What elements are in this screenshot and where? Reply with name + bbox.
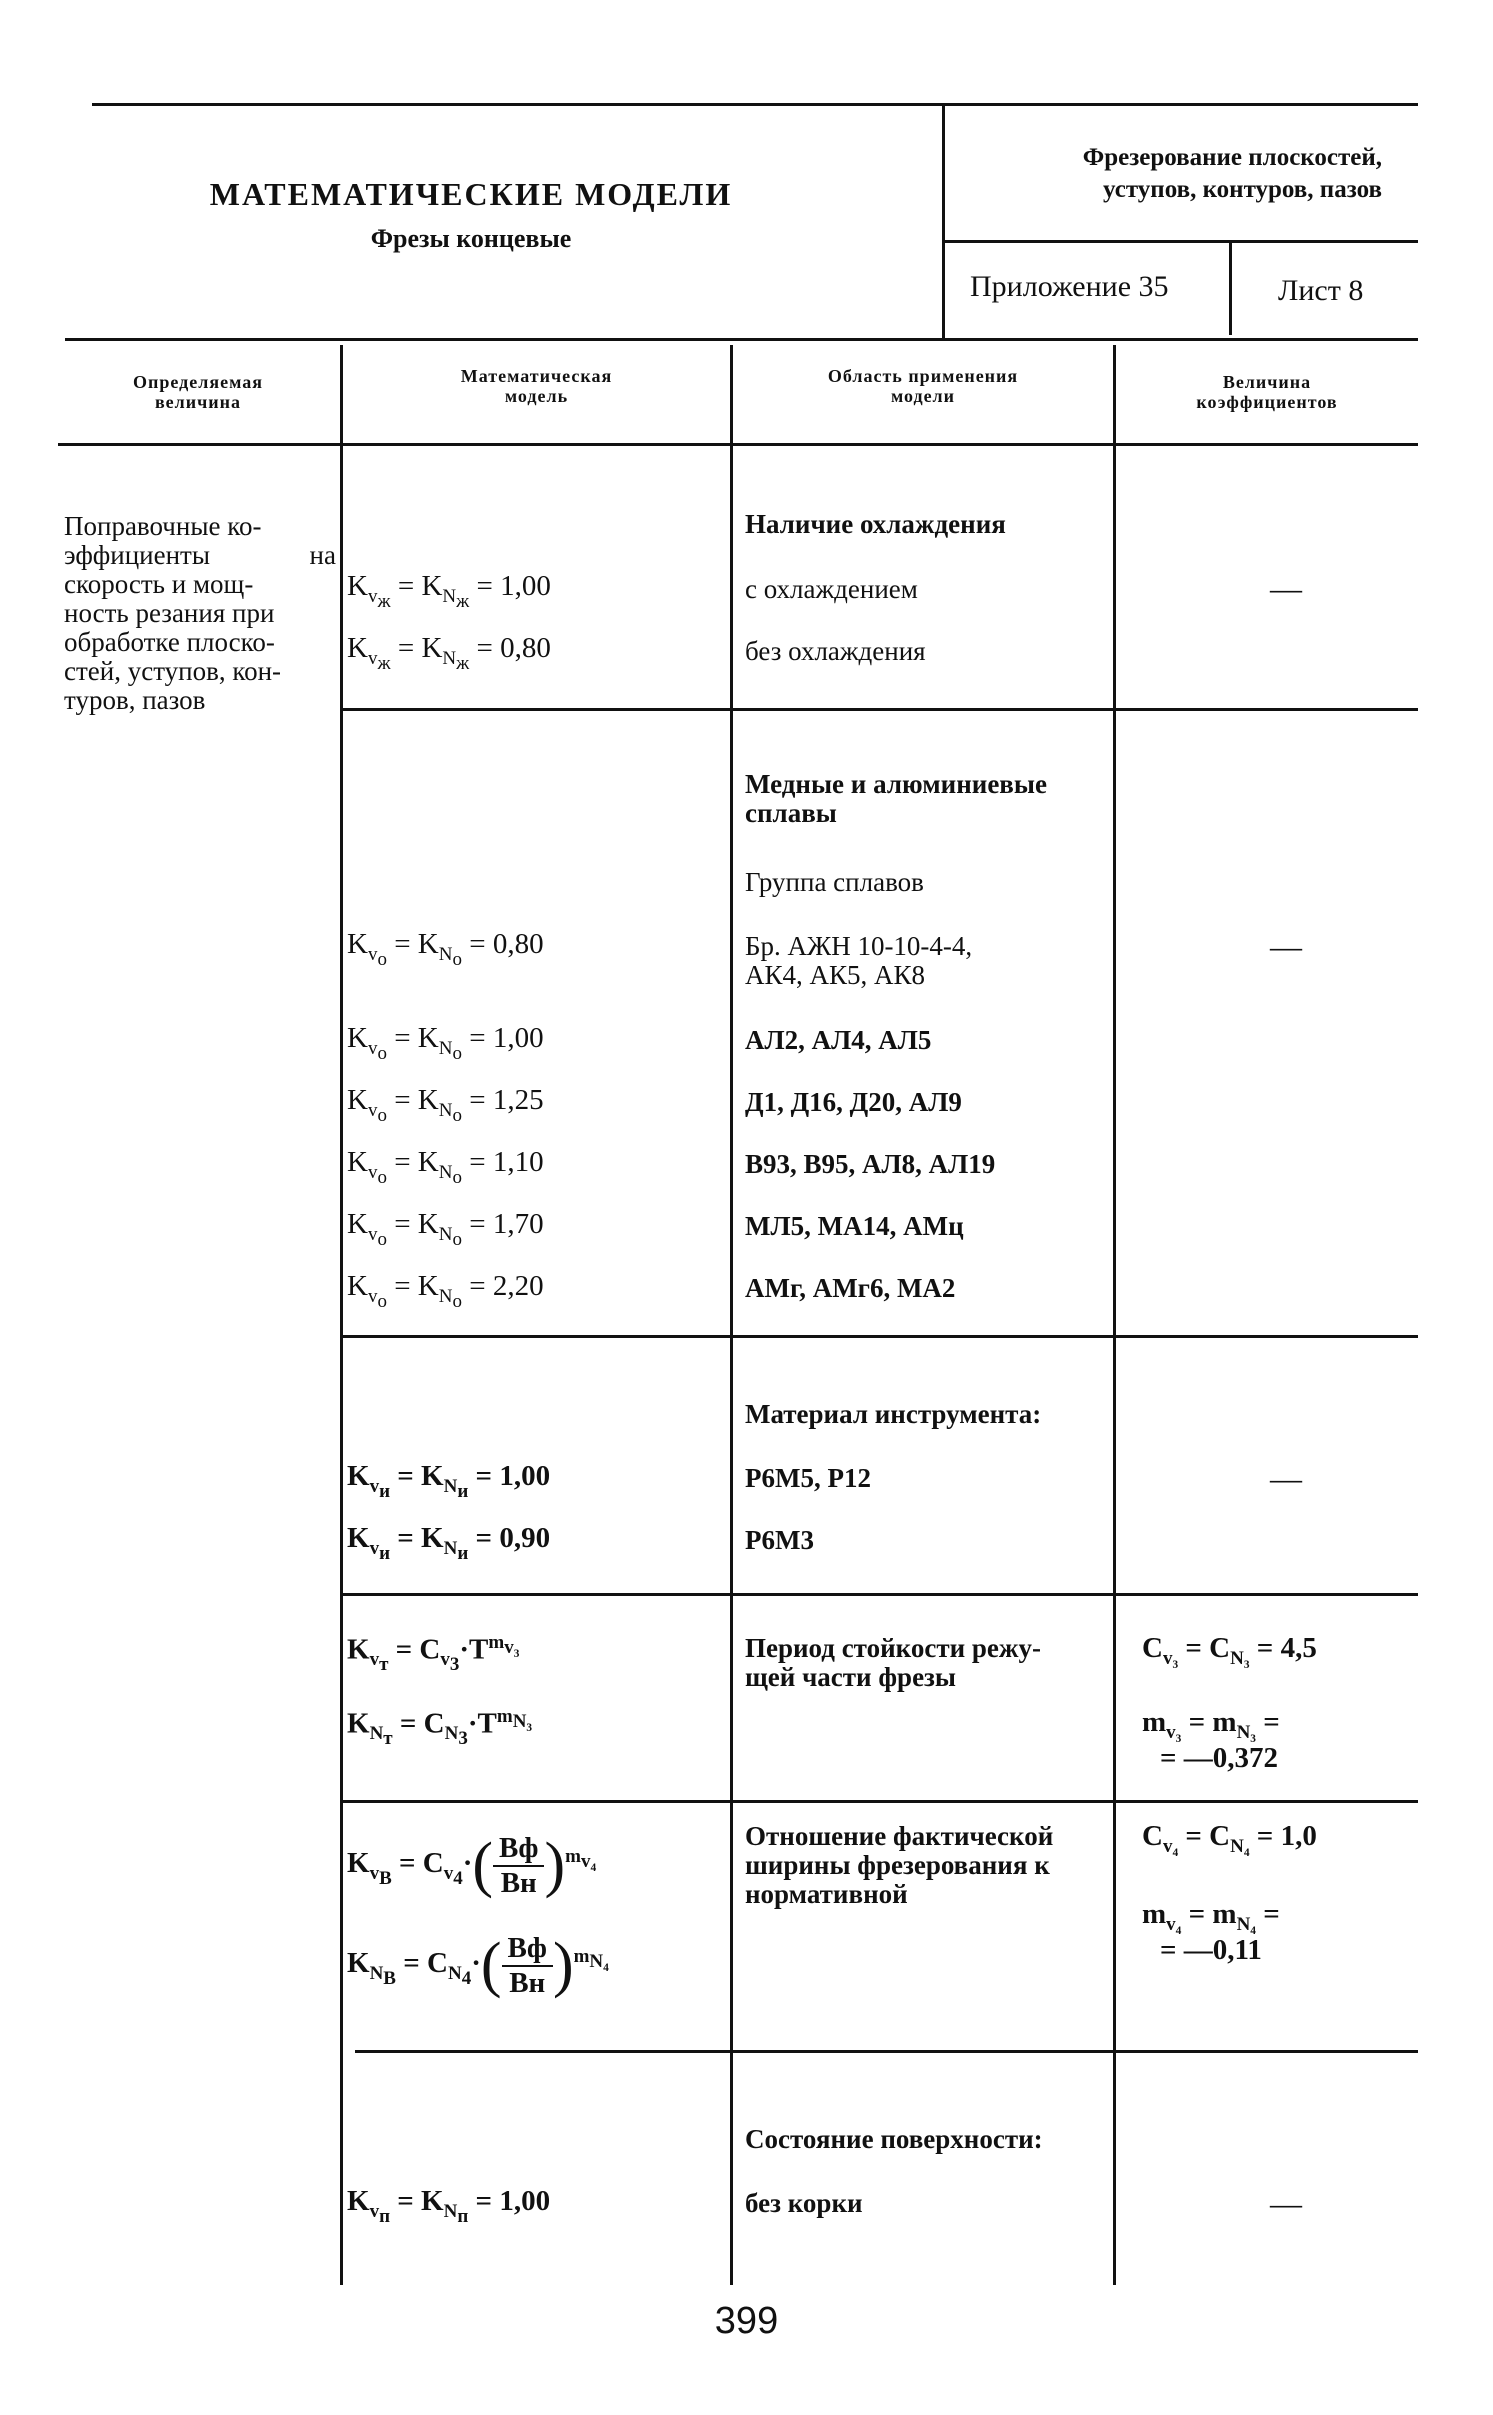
formula-sub: ж — [377, 652, 391, 674]
cooling-value-2: 0,80 — [500, 632, 551, 664]
formula-sub: ж — [456, 652, 470, 674]
cooling-formula-2: $K_{v_ж} = K_{N_ж} = 0,80$ — [347, 632, 551, 674]
alloy-area-4: В93, В95, АЛ8, АЛ19 — [745, 1149, 996, 1179]
life-coef-m: $m_{v_3} = m_{N_3}$ = — [1142, 1706, 1280, 1743]
life-coef-c: $C_{v_3} = C_{N_3} = 4,5$ — [1142, 1632, 1317, 1669]
tool-value-2: 0,90 — [499, 1522, 551, 1554]
formula-sub: о — [377, 1228, 387, 1250]
width-area-line: Отношение фактической — [745, 1821, 1054, 1851]
width-formula-2: $K_{N_B} = C_{N_4}\cdot$( $\frac{Bф}{Bн}$ )$^{m_{N_4}}$ — [347, 1931, 609, 1999]
column-header-coef — [1116, 372, 1418, 412]
surface-formula: $K_{v_п} = K_{N_п} = 1,00$ — [347, 2185, 551, 2227]
header-bottom-rule — [65, 338, 1418, 341]
alloy-value: 1,25 — [492, 1084, 544, 1116]
life-area — [745, 1634, 1041, 1692]
column-header-area — [733, 366, 1113, 406]
quantity-line: Поправочные ко- — [64, 511, 262, 541]
column-header-quantity-l1: Определяемая — [133, 372, 263, 392]
cooling-value-1: 1,00 — [500, 570, 551, 602]
frac-num: Bф — [493, 1832, 544, 1867]
width-coef-m: $m_{v_4} = m_{N_4}$ = — [1142, 1898, 1280, 1935]
quantity-line: скорость и мощ- — [64, 569, 254, 599]
alloys-group-label: Группа сплавов — [745, 867, 924, 897]
top-rule — [92, 103, 1418, 106]
formula-exp: m — [496, 1706, 513, 1727]
formula-exp-sub: v₃ — [504, 1636, 520, 1658]
alloy-formula-4: $K_{v_о} = K_{N_о} = 1,10$ — [347, 1146, 544, 1188]
cooling-coef: — — [1270, 570, 1302, 606]
formula-sub: о — [452, 948, 462, 970]
section-title-line2: уступов, контуров, пазов — [1103, 176, 1382, 203]
width-coef-c: $C_{v_4} = C_{N_4} = 1,0$ — [1142, 1820, 1317, 1857]
col-divider-1 — [340, 345, 343, 1745]
surface-heading: Состояние поверхности: — [745, 2124, 1043, 2154]
life-formula-1: $K_{v_т} = C_{v_3}\cdot T^{m_{v_3}}$ — [347, 1632, 520, 1676]
quantity-line: эффициенты на — [64, 540, 336, 570]
column-header-rule — [58, 443, 1418, 446]
alloy-area-3: Д1, Д16, Д20, АЛ9 — [745, 1087, 962, 1117]
paren-open: ( — [472, 1831, 494, 1899]
alloy-area-1 — [745, 932, 972, 990]
alloy-formula-3: $K_{v_о} = K_{N_о} = 1,25$ — [347, 1084, 544, 1126]
formula-sub: 4 — [453, 1867, 463, 1889]
formula-sub: п — [457, 2205, 469, 2227]
header-divider-right — [942, 240, 1418, 243]
frac-den: Bн — [509, 1966, 546, 1999]
formula-sub: v₃ — [1162, 1647, 1179, 1669]
frac-num: Bф — [502, 1932, 553, 1967]
column-header-area-l1: Область применения — [827, 366, 1019, 386]
formula-sub: N₄ — [1236, 1913, 1256, 1935]
life-area-line: щей части фрезы — [745, 1662, 956, 1692]
column-header-quantity — [58, 372, 338, 412]
frac-den: Bн — [500, 1866, 537, 1899]
col-divider-2 — [730, 345, 733, 1745]
alloy-area-line: Бр. АЖН 10-10-4-4, — [745, 931, 973, 961]
surface-value: 1,00 — [499, 2185, 551, 2217]
formula-sub: п — [379, 2205, 391, 2227]
alloy-value: 2,20 — [492, 1270, 544, 1302]
alloys-heading — [745, 770, 1047, 828]
appendix-label: Приложение 35 — [970, 270, 1169, 303]
formula-sub: и — [457, 1542, 469, 1564]
cooling-area-1: с охлаждением — [745, 574, 918, 604]
tool-area-1: Р6М5, Р12 — [745, 1463, 871, 1493]
page-subtitle: Фрезы концевые — [370, 224, 572, 253]
column-header-model-l2: модель — [504, 386, 569, 406]
surface-coef: — — [1270, 2185, 1302, 2221]
alloy-formula-5: $K_{v_о} = K_{N_о} = 1,70$ — [347, 1208, 544, 1250]
tool-formula-2: $K_{v_и} = K_{N_и} = 0,90$ — [347, 1522, 551, 1564]
width-fraction — [502, 1932, 553, 2000]
width-coef-m-number: —0,11 — [1183, 1934, 1262, 1966]
cooling-area-2: без охлаждения — [745, 636, 926, 666]
quantity-description — [64, 512, 336, 715]
formula-exp-sub: v₄ — [580, 1850, 597, 1872]
cooling-heading: Наличие охлаждения — [745, 509, 1006, 539]
alloys-coef: — — [1270, 928, 1302, 964]
width-area-line: ширины фрезерования к — [745, 1850, 1050, 1880]
alloy-area-5: МЛ5, МА14, АМц — [745, 1211, 964, 1241]
section-rule-1 — [343, 708, 1418, 711]
col-divider-3 — [1113, 345, 1116, 1745]
page-title: МАТЕМАТИЧЕСКИЕ МОДЕЛИ — [209, 176, 733, 212]
column-header-quantity-l2: величина — [154, 392, 242, 412]
formula-sub: ж — [456, 590, 470, 612]
formula-sub: о — [452, 1042, 462, 1064]
formula-exp-sub: N₃ — [512, 1710, 533, 1732]
formula-sub: 3 — [458, 1728, 468, 1750]
quantity-line: обработке плоско- — [64, 627, 275, 657]
tool-value-1: 1,00 — [499, 1460, 551, 1492]
formula-sub: о — [452, 1228, 462, 1250]
formula-sub: v₄ — [1166, 1913, 1182, 1935]
life-coef-m-number: —0,372 — [1183, 1742, 1279, 1774]
section-rule-2 — [343, 1335, 1418, 1338]
formula-sub: о — [452, 1104, 462, 1126]
section-rule-5 — [355, 2050, 1418, 2053]
tool-formula-1: $K_{v_и} = K_{N_и} = 1,00$ — [347, 1460, 551, 1502]
formula-exp-sub: N₄ — [589, 1950, 609, 1972]
tool-coef: — — [1270, 1460, 1302, 1496]
life-coef-c-value: 4,5 — [1280, 1632, 1317, 1664]
alloy-formula-1: $K_{v_о} = K_{N_о} = 0,80$ — [347, 928, 544, 970]
formula-sub: B — [379, 1867, 392, 1889]
alloys-heading-l2: сплавы — [745, 798, 837, 828]
alloy-value: 1,70 — [492, 1208, 544, 1240]
formula-sub: ж — [377, 590, 391, 612]
surface-area: без корки — [745, 2188, 863, 2218]
alloy-area-2: АЛ2, АЛ4, АЛ5 — [745, 1025, 932, 1055]
alloy-formula-6: $K_{v_о} = K_{N_о} = 2,20$ — [347, 1270, 544, 1312]
col-divider-2-lower — [730, 1745, 733, 2285]
section-title-line1: Фрезерование плоскостей, — [1082, 144, 1382, 171]
formula-sub: N₃ — [1236, 1721, 1256, 1743]
formula-sub: о — [452, 1166, 462, 1188]
paren-open: ( — [480, 1931, 502, 1999]
formula-sub: о — [377, 1290, 387, 1312]
header-divider-vertical — [942, 103, 945, 341]
column-header-coef-l2: коэффициентов — [1196, 392, 1338, 412]
formula-sub: v₃ — [1166, 1721, 1182, 1743]
alloys-heading-l1: Медные и алюминиевые — [745, 769, 1047, 799]
formula-sub: о — [452, 1290, 462, 1312]
column-header-model — [343, 366, 730, 406]
formula-sub: B — [383, 1967, 396, 1989]
paren-close: ) — [544, 1831, 566, 1899]
column-header-model-l1: Математическая — [460, 366, 613, 386]
quantity-line: ность резания при — [64, 598, 275, 628]
formula-exp: m — [488, 1632, 505, 1653]
quantity-line: стей, уступов, кон- — [64, 656, 282, 686]
formula-sub: т — [383, 1728, 393, 1750]
col-divider-1-lower — [340, 1745, 343, 2285]
width-fraction — [493, 1832, 544, 1900]
formula-sub: о — [377, 1166, 387, 1188]
formula-sub: и — [379, 1542, 391, 1564]
width-coef-c-value: 1,0 — [1280, 1820, 1317, 1852]
width-coef-m-value: = —0,11 — [1160, 1934, 1262, 1966]
width-area-line: нормативной — [745, 1879, 908, 1909]
life-area-line: Период стойкости режу- — [745, 1633, 1041, 1663]
formula-sub: 4 — [461, 1967, 472, 1989]
width-formula-1: $K_{v_B} = C_{v_4}\cdot$( $\frac{Bф}{Bн}$ )$^{m_{v_4}}$ — [347, 1831, 597, 1899]
formula-sub: и — [457, 1480, 469, 1502]
formula-sub: т — [379, 1654, 389, 1676]
formula-sub: о — [377, 1104, 387, 1126]
alloy-area-line: АК4, АК5, АК8 — [745, 960, 926, 990]
width-area — [745, 1822, 1053, 1909]
formula-sub: N₃ — [1230, 1647, 1250, 1669]
life-coef-m-value: = —0,372 — [1160, 1742, 1279, 1774]
life-formula-2: $K_{N_т} = C_{N_3}\cdot T^{m_{N_3}}$ — [347, 1706, 533, 1750]
formula-sub: о — [377, 948, 387, 970]
col-divider-3-lower — [1113, 1745, 1116, 2285]
formula-sub: v₄ — [1162, 1835, 1179, 1857]
alloy-value: 0,80 — [492, 928, 544, 960]
alloy-formula-2: $K_{v_о} = K_{N_о} = 1,00$ — [347, 1022, 544, 1064]
formula-sub: 3 — [449, 1654, 460, 1676]
column-header-area-l2: модели — [890, 386, 956, 406]
alloy-value: 1,00 — [492, 1022, 544, 1054]
header-divider-sheet — [1229, 240, 1232, 335]
column-header-coef-l1: Величина — [1222, 372, 1312, 392]
formula-sub: и — [379, 1480, 391, 1502]
cooling-formula-1: $K_{v_ж} = K_{N_ж} = 1,00$ — [347, 570, 551, 612]
tool-area-2: Р6М3 — [745, 1525, 814, 1555]
alloy-value: 1,10 — [492, 1146, 544, 1178]
page-number: 399 — [714, 2300, 779, 2342]
section-rule-4 — [343, 1800, 1418, 1803]
tool-heading: Материал инструмента: — [745, 1399, 1042, 1429]
sheet-label: Лист 8 — [1278, 274, 1364, 307]
paren-close: ) — [552, 1931, 574, 1999]
formula-sub: N₄ — [1230, 1835, 1250, 1857]
quantity-line: туров, пазов — [64, 685, 206, 715]
alloy-area-6: АМг, АМг6, МА2 — [745, 1273, 956, 1303]
formula-sub: о — [377, 1042, 387, 1064]
section-rule-3 — [343, 1593, 1418, 1596]
